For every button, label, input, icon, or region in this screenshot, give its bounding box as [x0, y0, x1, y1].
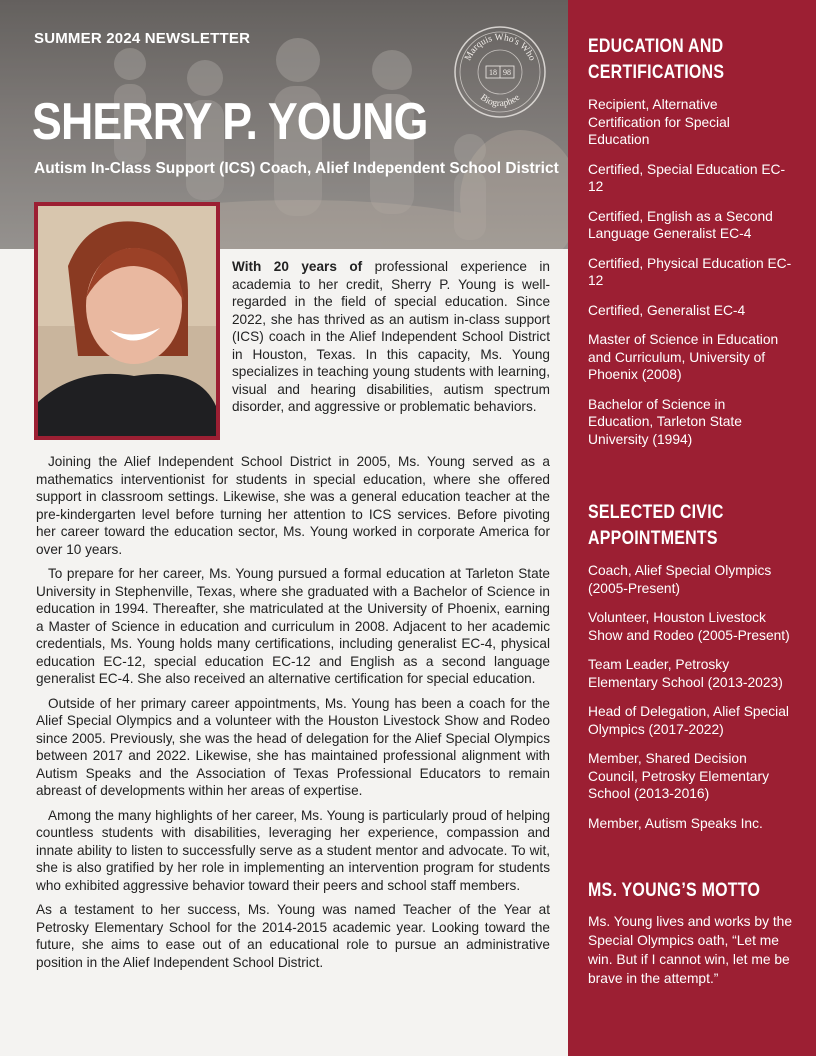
education-item: Certified, Special Education EC-12 [588, 161, 786, 194]
portrait-photo [38, 206, 216, 436]
civic-item: Head of Delegation, Alief Special Olympics (2017-2022) [588, 704, 789, 737]
sidebar [568, 0, 816, 1056]
svg-text:18: 18 [489, 68, 497, 77]
civic-item: Coach, Alief Special Olympics (2005-Present) [588, 563, 772, 596]
motto-heading: MS. YOUNG’S MOTTO [588, 880, 761, 901]
lead-text: professional experience in academia to her credit, Sherry P. Young is well-regarded in the field of special education. Since 2022, she has thrived as an autism in-class support (ICS) coach in the Alief Independent School District in Houston, Texas. In this capacity, Ms. Young specializes in teaching young students with learning, visual and hearing disabilities, autism spectrum disorder, and aggressive or problematic behaviors. [232, 259, 550, 414]
article-paragraph: Joining the Alief Independent School District in 2005, Ms. Young served as a mathematics interventionist for students in special education, where she offered support in classroom settings. Likewise, she was a general education teacher at the pre-kindergarten level before turning her attention to ICS services. Before pivoting her career toward the education sector, Ms. Young worked in corporate America for over 10 years. [36, 454, 550, 557]
svg-text:Biographee: Biographee [478, 92, 522, 110]
education-item: Master of Science in Education and Curriculum, University of Phoenix (2008) [588, 332, 779, 382]
article-body [36, 453, 550, 978]
education-item: Recipient, Alternative Certification for Special Education [588, 97, 730, 147]
portrait-photo-frame [34, 202, 220, 440]
article-paragraph: As a testament to her success, Ms. Young was named Teacher of the Year at Petrosky Elementary School for the 2014-2015 academic year. Looking toward the future, she aims to ease out of an educational role to pursue an administrative position in the Alief Independent School District. [36, 902, 550, 970]
newsletter-label: SUMMER 2024 NEWSLETTER [34, 30, 251, 47]
motto-text: Ms. Young lives and works by the Special Olympics oath, “Let me win. But if I cannot win, let me be brave in the attempt.” [588, 914, 793, 986]
svg-text:Marquis Who's Who: Marquis Who's Who [463, 32, 537, 63]
svg-text:98: 98 [503, 68, 511, 77]
education-item: Certified, Physical Education EC-12 [588, 255, 792, 288]
page-title: SHERRY P. YOUNG [32, 93, 428, 151]
education-item: Bachelor of Science in Education, Tarleton State University (1994) [588, 396, 742, 447]
civic-heading: SELECTED CIVIC APPOINTMENTS [588, 502, 724, 549]
subtitle: Autism In-Class Support (ICS) Coach, Alief Independent School District [34, 160, 559, 177]
civic-item: Member, Autism Speaks Inc. [588, 815, 763, 831]
article-paragraph: Outside of her primary career appointments, Ms. Young has been a coach for the Alief Special Olympics and a volunteer with the Houston Livestock Show and Rodeo since 2005. Previously, she was the head of delegation for the Alief Special Olympics between 2017 and 2022. Likewise, she has maintained professional alignment with Autism Speaks and the Association of Texas Professional Educators to remain abreast of developments within her areas of expertise. [36, 695, 550, 798]
article-paragraph: Among the many highlights of her career, Ms. Young is particularly proud of helping countless students with disabilities, leveraging her experience, compassion and innate ability to listen to successfully serve as a student mentor and advocate. To wit, she is also gratified by her role in implementing an intervention program for students who exhibited aggressive behavior toward their peers and school staff members. [36, 807, 550, 893]
education-item: Certified, Generalist EC-4 [588, 302, 746, 318]
marquis-whos-who-seal-logo [452, 24, 548, 120]
education-list [588, 96, 796, 448]
lead-paragraph [232, 258, 550, 416]
civic-item: Member, Shared Decision Council, Petrosky Elementary School (2013-2016) [588, 751, 769, 801]
civic-item: Volunteer, Houston Livestock Show and Rodeo (2005-Present) [588, 610, 790, 643]
article-paragraph: To prepare for her career, Ms. Young pursued a formal education at Tarleton State University in Stephenville, Texas, where she graduated with a Bachelor of Science in education in 1994. Thereafter, she matriculated at the University of Phoenix, earning a Master of Science in education and curriculum in 2008. Adjacent to her academic credentials, Ms. Young holds many certifications, including generalist EC-4, physical education EC-12, special education EC-12 and English as a second language generalist EC-4. She also received an alternative certification for special education. [36, 566, 550, 686]
education-item: Certified, English as a Second Language Generalist EC-4 [588, 208, 773, 241]
civic-item: Team Leader, Petrosky Elementary School (2013-2023) [588, 657, 783, 690]
civic-list [588, 562, 796, 832]
education-heading: EDUCATION AND CERTIFICATIONS [588, 36, 725, 83]
lead-bold-text: With 20 years of [232, 259, 363, 274]
